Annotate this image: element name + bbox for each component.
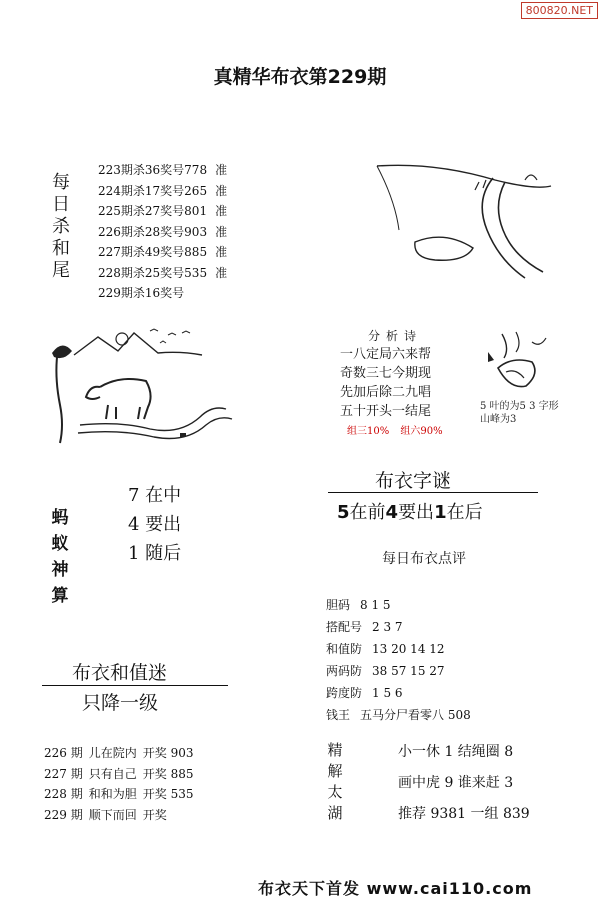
vertical-char: 精 <box>327 741 343 759</box>
hezhi-divider <box>42 685 228 686</box>
jingjie-vertical-label <box>326 740 344 824</box>
jingjie-list <box>398 737 530 830</box>
list-item: 小一休 1 结绳圈 8 <box>398 744 514 760</box>
poem-line: 一八定局六来帮 <box>340 347 432 362</box>
review-row: 和值防 13 20 14 12 <box>326 642 445 656</box>
list-item: 226期杀28奖号903 准 <box>98 222 227 243</box>
daily-kill-list <box>98 160 227 304</box>
ant-calc-line: 7 在中 <box>128 485 182 506</box>
list-item: 推荐 9381 一组 839 <box>398 806 530 822</box>
vertical-char: 算 <box>51 586 69 606</box>
poem-line: 五十开头一结尾 <box>340 404 432 419</box>
list-item: 227 期 只有自己 开奖 885 <box>44 766 194 781</box>
vertical-char: 解 <box>327 762 343 780</box>
vertical-char: 蚂 <box>51 508 69 528</box>
list-item: 228期杀25奖号535 准 <box>98 263 227 284</box>
list-item: 229期杀16奖号 <box>98 286 185 300</box>
list-item: 228 期 和和为胆 开奖 535 <box>44 787 194 801</box>
leaf-note: 5 叶的为5 3 字形 山峰为3 <box>480 401 559 425</box>
riddle-answer: 5在前4要出1在后 <box>337 502 483 523</box>
vertical-char: 和 <box>52 238 70 259</box>
leaf-sketch-image <box>482 328 554 400</box>
poem-line: 奇数三七今期现 <box>340 366 432 381</box>
river-sketch-image <box>375 160 553 280</box>
ant-calc-line: 4 要出 <box>128 514 182 535</box>
ant-calc-vertical-label <box>48 505 72 609</box>
accuracy-mark: 准 <box>215 163 228 177</box>
review-row: 胆码 8 1 5 <box>326 598 391 612</box>
list-item: 225期杀27奖号801 准 <box>98 201 227 222</box>
buffalo-landscape-image <box>50 325 250 445</box>
vertical-char: 蚁 <box>51 534 69 554</box>
hezhi-list <box>44 743 199 825</box>
group6-percent: 组六90% <box>400 426 443 437</box>
list-item: 223期杀36奖号778 准 <box>98 160 227 181</box>
poem-line: 先加后除二九唱 <box>340 385 432 400</box>
list-item: 227期杀49奖号885 准 <box>98 242 227 263</box>
list-item: 画中虎 9 谁来赶 3 <box>398 775 514 791</box>
poem-title: 分析诗 <box>367 329 422 343</box>
review-row: 两码防 38 57 15 27 <box>326 664 445 678</box>
review-list <box>326 594 471 726</box>
review-row: 搭配号 2 3 7 <box>326 620 403 634</box>
hezhi-subtitle: 只降一级 <box>82 692 159 714</box>
review-row: 钱王 五马分尸看零八 508 <box>326 708 471 722</box>
vertical-char: 每 <box>52 172 70 193</box>
accuracy-mark: 准 <box>215 245 228 259</box>
daily-kill-vertical-label <box>50 172 72 282</box>
vertical-char: 神 <box>51 560 69 580</box>
vertical-char: 尾 <box>52 260 70 281</box>
vertical-char: 湖 <box>327 804 343 822</box>
list-item: 226 期 儿在院内 开奖 903 <box>44 746 194 760</box>
list-item: 224期杀17奖号265 准 <box>98 181 227 202</box>
hezhi-title: 布衣和值迷 <box>72 662 168 684</box>
list-item: 229 期 顺下而回 开奖 <box>44 807 167 822</box>
ant-calc-line: 1 随后 <box>128 543 182 564</box>
accuracy-mark: 准 <box>215 204 228 218</box>
accuracy-mark: 准 <box>215 183 228 198</box>
accuracy-mark: 准 <box>215 224 228 239</box>
site-badge: 800820.NET <box>521 2 598 19</box>
vertical-char: 太 <box>327 783 343 801</box>
accuracy-mark: 准 <box>215 265 228 280</box>
page-title: 真精华布衣第229期 <box>213 66 387 88</box>
riddle-title: 布衣字谜 <box>375 470 452 492</box>
review-row: 跨度防 1 5 6 <box>326 686 403 700</box>
footer-source-text: 布衣天下首发 www.cai110.com <box>258 879 533 898</box>
group3-percent: 组三10% <box>347 426 390 437</box>
poem-footer <box>347 422 451 437</box>
vertical-char: 杀 <box>52 216 70 237</box>
vertical-char: 日 <box>52 194 70 215</box>
review-title: 每日布衣点评 <box>382 551 466 567</box>
poem-body <box>340 345 431 421</box>
riddle-divider <box>328 492 538 493</box>
